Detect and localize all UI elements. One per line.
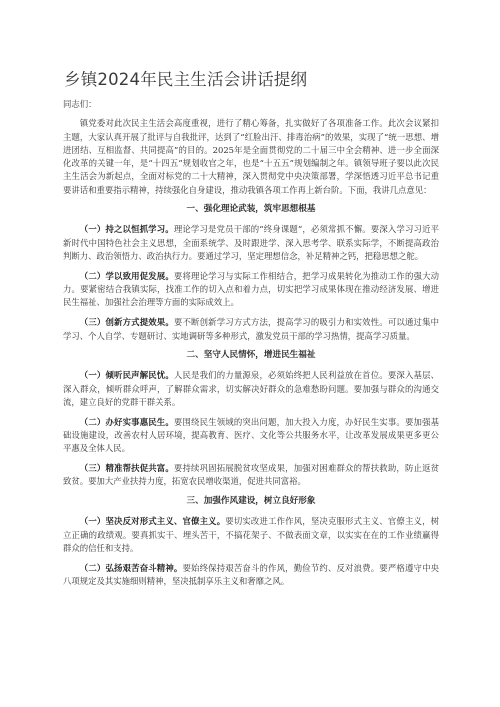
document-title: 乡镇2024年民主生活会讲话提纲 — [64, 70, 308, 89]
section-paragraph — [63, 223, 439, 263]
paragraph-lead: （一）倾听民声解民忧。 — [79, 370, 174, 381]
section-paragraph — [63, 515, 439, 555]
paragraph-text: 人民是我们的力量源泉，必须始终把人民利益放在首位。要深入基层、深入群众，倾听群众呼声，了解群众需求，切实解决好群众的急难愁盼问题。要加强与群众的沟通交流，建立良好的党群干群关系。 — [63, 370, 439, 407]
paragraph-lead: （二）弘扬艰苦奋斗精神。 — [79, 562, 183, 573]
section-heading: 三、加强作风建设，树立良好形象 — [186, 496, 316, 507]
paragraph-lead: （二）学以致用促发展。 — [79, 270, 174, 281]
paragraph-text: 要围绕民生领域的突出问题，加大投入力度，办好民生实事。要加强基础设施建设，改善农村人居环境，提高教育、医疗、文化等公共服务水平，让改革发展成果更多更公平惠及全体人民。 — [63, 416, 439, 454]
section-paragraph — [63, 462, 439, 489]
paragraph-text: 理论学习是党员干部的“终身课题”，必须常抓不懈。要深入学习习近平新时代中国特色社会主义思想，全面系统学、及时跟进学、深入思考学、联系实际学，不断提高政治判断力、政治领悟力、政治执行力。要通过学习，坚定理想信念，补足精神之钙，把稳思想之舵。 — [63, 224, 440, 262]
greeting: 同志们： — [63, 99, 97, 109]
paragraph-text: 要将理论学习与实际工作相结合，把学习成果转化为推动工作的强大动力。要紧密结合我镇实际，找准工作的切入点和着力点，切实把学习成果体现在推动经济发展、增进民生福祉、加强社会治理等方面的实际成效上。 — [63, 270, 439, 308]
intro-paragraph: 镇党委对此次民主生活会高度重视，进行了精心筹备，扎实做好了各项准备工作。此次会议紧扣主题，大家认真开展了批评与自我批评，达到了“红脸出汗、排毒治病”的效果，实现了“统一思想、增进团结、互相监督、共同提高”的目的。2025年是全面贯彻党的二十届三中全会精神、进一步全面深化改革的关键一年，是“十四五”规划收官之年，也是“十五五”规划编制之年。镇领导班子要以此次民主生活会为新起点，全面对标党的二十大精神，深入贯彻党中央决策部署，学深悟透习近平总书记重要讲话和重要指示精神，持续强化自身建设，推动我镇各项工作再上新台阶。下面，我讲几点意见： — [63, 118, 439, 195]
paragraph-text: 要始终保持艰苦奋斗的作风，勤俭节约、反对浪费。要严格遵守中央八项规定及其实施细则精神，坚决抵制享乐主义和奢靡之风。 — [63, 562, 440, 586]
section-heading: 二、坚守人民情怀，增进民生福祉 — [186, 350, 316, 361]
paragraph-lead: （一）坚决反对形式主义、官僚主义。 — [79, 516, 226, 527]
paragraph-lead: （一）持之以恒抓学习。 — [79, 224, 174, 235]
paragraph-lead: （三）创新方式提效果。 — [79, 317, 174, 328]
section-paragraph — [63, 562, 439, 589]
paragraph-lead: （三）精准帮扶促共富。 — [79, 463, 174, 474]
section-paragraph — [63, 416, 439, 456]
paragraph-text: 要不断创新学习方式方法，提高学习的吸引力和实效性。可以通过集中学习、个人自学、专题研讨、实地调研等多种形式，激发党员干部的学习热情，提高学习质量。 — [63, 317, 439, 341]
section-paragraph — [63, 369, 439, 409]
section-paragraph — [63, 270, 439, 310]
section-heading: 一、强化理论武装，筑牢思想根基 — [186, 204, 316, 215]
paragraph-text: 要持续巩固拓展脱贫攻坚成果，加强对困难群众的帮扶救助，防止返贫致贫。要加大产业扶持力度，拓宽农民增收渠道，促进共同富裕。 — [63, 463, 439, 487]
paragraph-lead: （二）办好实事惠民生。 — [79, 416, 174, 427]
paragraph-text: 要切实改进工作作风，坚决克服形式主义、官僚主义，树立正确的政绩观。要真抓实干、埋头苦干，不搞花架子、不做表面文章，以实实在在的工作业绩赢得群众的信任和支持。 — [63, 516, 440, 553]
section-paragraph — [63, 316, 439, 343]
document-body — [63, 98, 439, 595]
